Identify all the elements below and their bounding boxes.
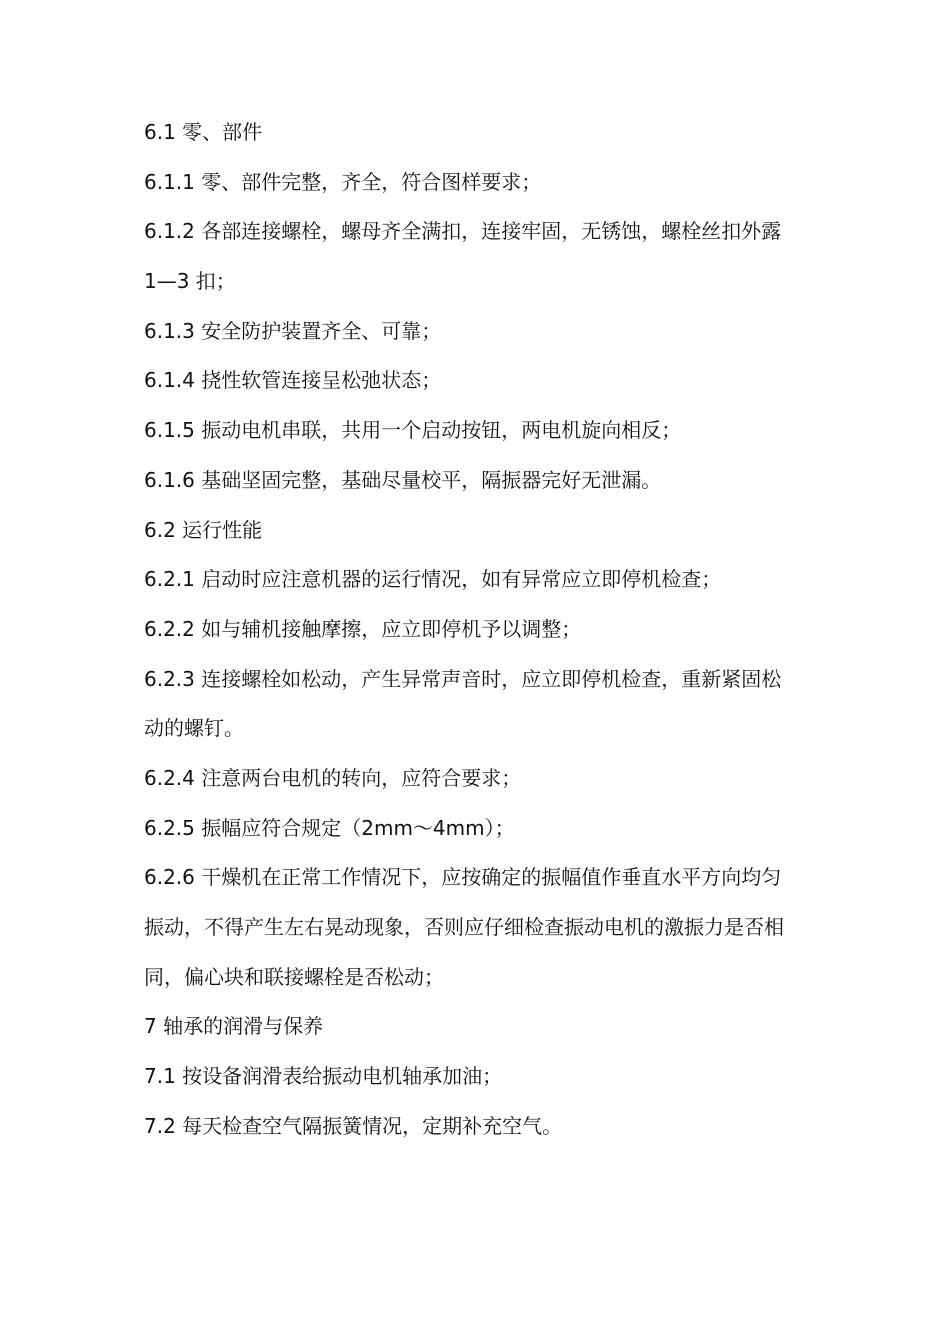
paragraph-line: 6.1.1 零、部件完整，齐全，符合图样要求； [144,169,542,194]
paragraph-line: 6.1.6 基础坚固完整，基础尽量校平，隔振器完好无泄漏。 [144,467,662,492]
paragraph-line: 6.1.2 各部连接螺栓，螺母齐全满扣，连接牢固，无锈蚀，螺栓丝扣外露 [144,219,782,244]
paragraph-line: 6.2.3 连接螺栓如松动，产生异常声音时，应立即停机检查，重新紧固松 [144,666,782,691]
section-heading-6-1: 6.1 零、部件 [144,120,263,144]
section-heading-7: 7 轴承的润滑与保养 [144,1014,324,1039]
paragraph-line: 6.2.2 如与辅机接触摩擦，应立即停机予以调整； [144,616,582,641]
section-heading-6-2: 6.2 运行性能 [144,517,263,542]
paragraph-line: 6.2.4 注意两台电机的转向，应符合要求； [144,765,522,790]
paragraph-line: 动的螺钉。 [144,716,244,741]
paragraph-line: 同，偏心块和联接螺栓是否松动； [144,964,444,989]
paragraph-line: 7.2 每天检查空气隔振簧情况，定期补充空气。 [144,1113,563,1138]
paragraph-line: 振动，不得产生左右晃动现象，否则应仔细检查振动电机的激振力是否相 [144,915,784,939]
paragraph-line: 7.1 按设备润滑表给振动电机轴承加油； [144,1064,503,1089]
paragraph-line: 6.2.6 干燥机在正常工作情况下，应按确定的振幅值作垂直水平方向均匀 [144,865,782,890]
paragraph-line: 6.1.3 安全防护装置齐全、可靠； [144,318,442,343]
document-body [144,108,812,1151]
paragraph-line: 6.2.5 振幅应符合规定（2mm～4mm）； [144,815,515,840]
paragraph-line: 1—3 扣； [144,269,236,294]
paragraph-line: 6.1.4 挠性软管连接呈松弛状态； [144,368,442,393]
paragraph-line: 6.2.1 启动时应注意机器的运行情况，如有异常应立即停机检查； [144,567,722,592]
paragraph-line: 6.1.5 振动电机串联，共用一个启动按钮，两电机旋向相反； [144,418,682,443]
